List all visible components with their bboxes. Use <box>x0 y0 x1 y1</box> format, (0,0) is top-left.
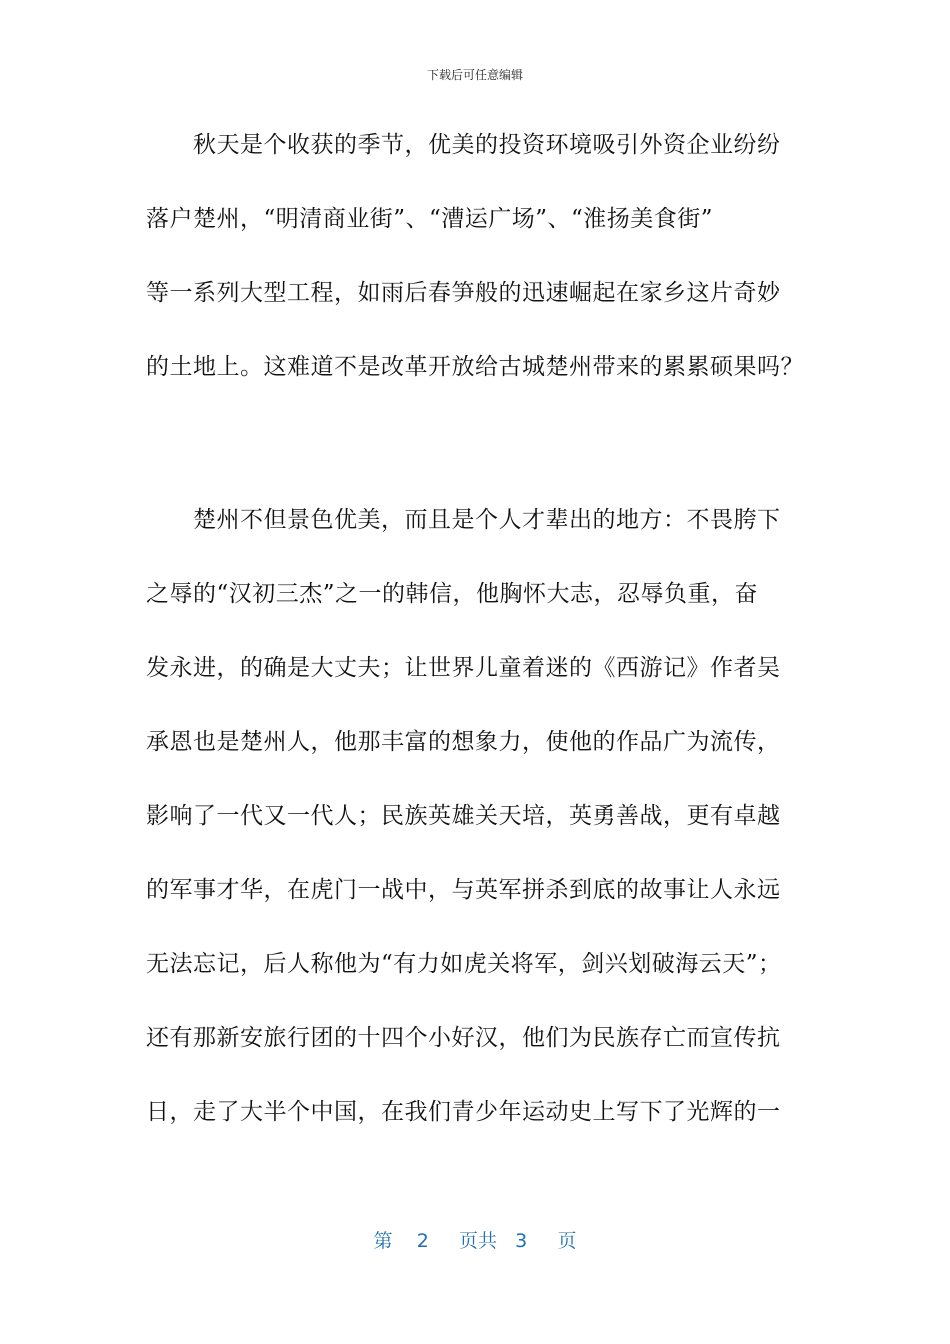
text-line: 落户楚州，“明清商业街”、“漕运广场”、“淮扬美食街” <box>146 206 714 232</box>
footer-prefix: 第 <box>373 1230 393 1252</box>
page-footer <box>0 1226 950 1253</box>
footer-middle: 页共 <box>459 1230 498 1252</box>
text-line: 秋天是个收获的季节，优美的投资环境吸引外资企业纷纷 <box>146 132 781 158</box>
text-line: 楚州不但景色优美，而且是个人才辈出的地方：不畏胯下 <box>146 507 781 533</box>
text-line: 的军事才华，在虎门一战中，与英军拼杀到底的故事让人永远 <box>146 877 781 903</box>
text-line: 发永进，的确是大丈夫；让世界儿童着迷的《西游记》作者吴 <box>146 655 781 681</box>
footer-suffix: 页 <box>557 1230 577 1252</box>
page-header: 下载后可任意编辑 <box>426 68 523 82</box>
text-line: 的土地上。这难道不是改革开放给古城楚州带来的累累硕果吗？ <box>146 354 804 380</box>
text-line: 承恩也是楚州人，他那丰富的想象力，使他的作品广为流传， <box>146 729 781 755</box>
text-line: 日，走了大半个中国，在我们青少年运动史上写下了光辉的一 <box>146 1099 781 1125</box>
footer-total-pages: 3 <box>515 1230 528 1252</box>
text-line: 等一系列大型工程，如雨后春笋般的迅速崛起在家乡这片奇妙 <box>146 280 781 306</box>
text-line: 还有那新安旅行团的十四个小好汉，他们为民族存亡而宣传抗 <box>146 1025 781 1051</box>
text-line: 无法忘记，后人称他为“有力如虎关将军，剑兴划破海云天”； <box>146 951 782 977</box>
footer-page-number: 2 <box>416 1230 429 1252</box>
paragraph-1 <box>146 108 806 404</box>
text-line: 之辱的“汉初三杰”之一的韩信，他胸怀大志，忍辱负重，奋 <box>146 581 759 607</box>
text-line: 影响了一代又一代人；民族英雄关天培，英勇善战，更有卓越 <box>146 803 781 829</box>
paragraph-2 <box>146 483 806 1149</box>
